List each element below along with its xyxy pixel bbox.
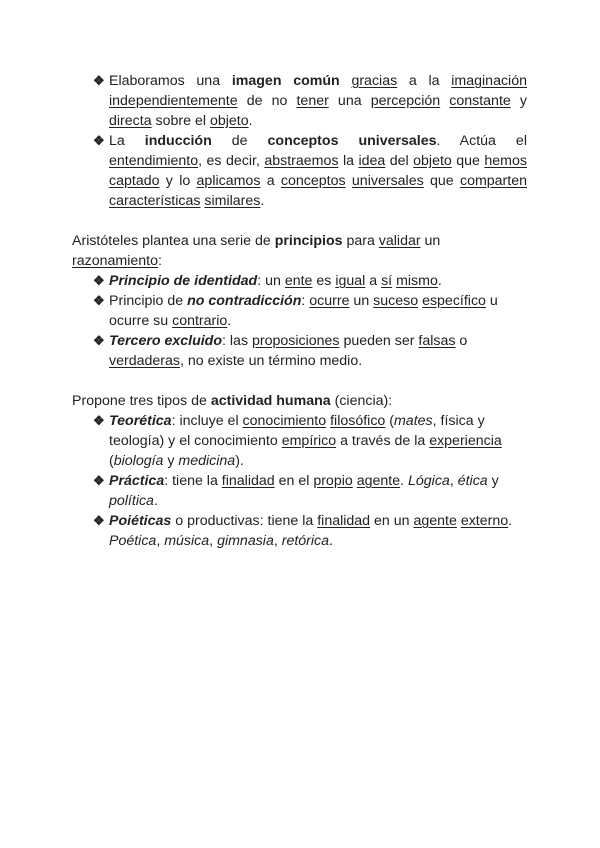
text-run: para xyxy=(342,233,379,249)
text-run: sobre el xyxy=(151,113,210,129)
text-run: a través de la xyxy=(336,433,430,449)
text-run: y lo xyxy=(159,173,197,189)
underlined-term: específico xyxy=(422,293,486,309)
text-run: es xyxy=(312,273,336,289)
actividad-bullet-list xyxy=(93,411,527,551)
text-run: ). xyxy=(235,453,244,469)
text-run: o xyxy=(455,333,468,349)
underlined-term: agente xyxy=(413,513,457,529)
actividad-section xyxy=(72,391,527,551)
underlined-term: características xyxy=(109,193,201,209)
text-run: a la xyxy=(397,73,452,89)
text-run: en el xyxy=(274,473,314,489)
bullet-text xyxy=(109,293,498,329)
text-run: . xyxy=(508,513,513,529)
underlined-term: finalidad xyxy=(221,473,275,489)
text-run: , xyxy=(209,533,218,549)
emphasized-term: Teorética xyxy=(109,413,172,429)
bullet-item xyxy=(93,471,527,511)
diamond-bullet-icon: ❖ xyxy=(93,333,105,348)
emphasized-term: imagen común xyxy=(231,73,340,89)
underlined-term: percepción xyxy=(370,93,441,109)
underlined-term: igual xyxy=(335,273,366,289)
underlined-term: abstraemos xyxy=(264,153,339,169)
underlined-term: directa xyxy=(109,113,152,129)
underlined-term: conceptos xyxy=(280,173,346,189)
underlined-term: idea xyxy=(358,153,386,169)
text-run: La xyxy=(109,133,145,149)
emphasized-term: conceptos universales xyxy=(267,133,437,149)
emphasized-term: Práctica xyxy=(109,473,165,489)
underlined-term: falsas xyxy=(418,333,456,349)
bullet-text xyxy=(109,413,502,469)
underlined-term: finalidad xyxy=(317,513,371,529)
text-run: Elaboramos una xyxy=(109,73,232,89)
underlined-term: conocimiento xyxy=(242,413,327,429)
text-run: o productivas: tiene la xyxy=(171,513,318,529)
text-run: . xyxy=(153,493,158,509)
diamond-bullet-icon: ❖ xyxy=(93,133,105,148)
text-run: de no xyxy=(237,93,297,109)
text-run: . xyxy=(248,113,253,129)
text-run: . Actúa el xyxy=(436,133,527,149)
underlined-term: tener xyxy=(296,93,329,109)
text-run: : las xyxy=(222,333,252,349)
text-run: a xyxy=(365,273,382,289)
text-run: : xyxy=(301,293,310,309)
diamond-bullet-icon: ❖ xyxy=(93,413,105,428)
underlined-term: agente xyxy=(356,473,401,489)
text-run: de xyxy=(211,133,268,149)
underlined-term: experiencia xyxy=(429,433,502,449)
underlined-term: verdaderas xyxy=(109,353,180,369)
bullet-item xyxy=(93,411,527,471)
text-run: la xyxy=(338,153,359,169)
underlined-term: mismo xyxy=(396,273,438,289)
bullet-text xyxy=(109,133,527,209)
underlined-term: gracias xyxy=(351,73,398,89)
bullet-text xyxy=(109,73,527,129)
bullet-text xyxy=(109,273,442,289)
diamond-bullet-icon: ❖ xyxy=(93,293,105,308)
emphasized-term: Principio de identidad xyxy=(109,273,258,289)
emphasized-term: inducción xyxy=(144,133,212,149)
text-run: Propone tres tipos de xyxy=(72,393,211,409)
bullet-text xyxy=(109,473,499,509)
diamond-bullet-icon: ❖ xyxy=(93,513,105,528)
emphasized-term: actividad humana xyxy=(210,393,331,409)
italic-term: Poética xyxy=(109,533,157,549)
underlined-term: similares xyxy=(204,193,261,209)
bullet-item xyxy=(93,511,527,551)
italic-term: política xyxy=(109,493,154,509)
underlined-term: constante xyxy=(449,93,511,109)
italic-term: gimnasia xyxy=(217,533,274,549)
text-run: en un xyxy=(370,513,414,529)
text-run: : incluye el xyxy=(171,413,243,429)
underlined-term: externo xyxy=(460,513,509,529)
diamond-bullet-icon: ❖ xyxy=(93,473,105,488)
text-run: . xyxy=(329,533,333,549)
text-run: , xyxy=(273,533,282,549)
text-run: que xyxy=(451,153,485,169)
diamond-bullet-icon: ❖ xyxy=(93,73,105,88)
bullet-text xyxy=(109,513,512,549)
principios-intro-paragraph xyxy=(72,231,527,271)
underlined-term: hemos xyxy=(484,153,527,169)
text-run: . xyxy=(260,193,265,209)
text-run: . xyxy=(400,473,409,489)
underlined-term: imaginación xyxy=(451,73,527,89)
underlined-term: ente xyxy=(284,273,313,289)
underlined-term: universales xyxy=(351,173,424,189)
principios-section xyxy=(72,231,527,371)
bullet-text xyxy=(109,333,467,369)
underlined-term: captado xyxy=(109,173,160,189)
italic-term: medicina xyxy=(178,453,236,469)
diamond-bullet-icon: ❖ xyxy=(93,273,105,288)
text-run: del xyxy=(385,153,414,169)
underlined-term: entendimiento xyxy=(109,153,199,169)
underlined-term: empírico xyxy=(281,433,337,449)
underlined-term: sí xyxy=(381,273,393,289)
bullet-item xyxy=(93,331,527,371)
imagen-list-section xyxy=(93,71,527,211)
underlined-term: independientemente xyxy=(109,93,238,109)
principios-bullet-list xyxy=(93,271,527,371)
text-run: : xyxy=(157,253,162,269)
text-run: , física y teología) y el conocimiento xyxy=(109,413,485,449)
text-run: : tiene la xyxy=(164,473,222,489)
italic-term: biología xyxy=(113,453,164,469)
text-run: ( xyxy=(109,453,114,469)
underlined-term: propio xyxy=(313,473,353,489)
underlined-term: ocurre xyxy=(309,293,350,309)
text-run xyxy=(340,73,352,89)
emphasized-term: Tercero excluido xyxy=(109,333,223,349)
italic-term: ética xyxy=(457,473,488,489)
text-run: : un xyxy=(257,273,285,289)
text-run: , no existe un término medio. xyxy=(179,353,363,369)
text-run: que xyxy=(423,173,460,189)
text-run: una xyxy=(328,93,371,109)
bullet-item xyxy=(93,291,527,331)
text-run: un xyxy=(420,233,441,249)
text-run xyxy=(440,93,449,109)
underlined-term: suceso xyxy=(373,293,419,309)
italic-term: Lógica xyxy=(408,473,450,489)
text-run: Aristóteles plantea una serie de xyxy=(72,233,275,249)
text-run: (ciencia): xyxy=(330,393,393,409)
text-run: , xyxy=(449,473,458,489)
emphasized-term: Poiéticas xyxy=(109,513,172,529)
text-run: y xyxy=(487,473,499,489)
text-run: ( xyxy=(385,413,394,429)
text-run: u ocurre su xyxy=(109,293,498,329)
underlined-term: validar xyxy=(378,233,421,249)
text-run: , xyxy=(156,533,165,549)
underlined-term: proposiciones xyxy=(251,333,340,349)
actividad-intro-paragraph xyxy=(72,391,527,411)
underlined-term: contrario xyxy=(172,313,228,329)
underlined-term: comparten xyxy=(459,173,527,189)
text-run: , es decir, xyxy=(198,153,265,169)
text-run: . xyxy=(437,273,442,289)
bullet-item xyxy=(93,131,527,211)
emphasized-term: no contradicción xyxy=(187,293,302,309)
italic-term: mates xyxy=(393,413,433,429)
underlined-term: aplicamos xyxy=(196,173,261,189)
text-run: Principio de xyxy=(109,293,188,309)
text-run: a xyxy=(260,173,281,189)
underlined-term: objeto xyxy=(413,153,452,169)
text-run: y xyxy=(510,93,527,109)
italic-term: retórica xyxy=(281,533,330,549)
imagen-bullet-list xyxy=(93,71,527,211)
text-run: pueden ser xyxy=(339,333,419,349)
emphasized-term: principios xyxy=(274,233,343,249)
bullet-item xyxy=(93,271,527,291)
text-run: y xyxy=(163,453,179,469)
text-run: un xyxy=(349,293,374,309)
bullet-item xyxy=(93,71,527,131)
underlined-term: razonamiento xyxy=(72,253,158,269)
underlined-term: objeto xyxy=(209,113,249,129)
text-run: . xyxy=(227,313,232,329)
italic-term: música xyxy=(164,533,210,549)
underlined-term: filosófico xyxy=(330,413,386,429)
